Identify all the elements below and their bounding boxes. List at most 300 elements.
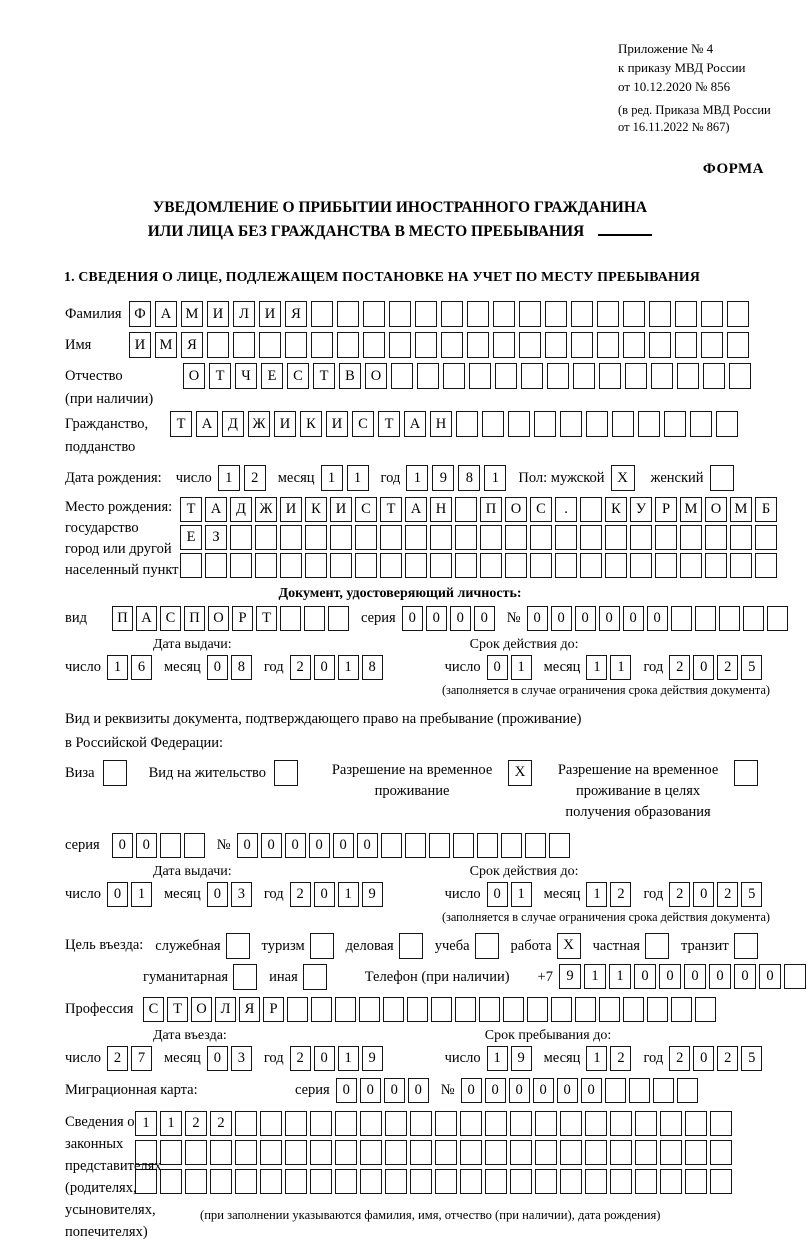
char-cell[interactable]	[381, 833, 402, 858]
char-cell[interactable]: 0	[509, 1078, 530, 1103]
char-cell[interactable]	[530, 553, 552, 578]
char-cell[interactable]	[580, 553, 602, 578]
char-cell[interactable]: Я	[285, 301, 307, 327]
char-cell[interactable]	[727, 301, 749, 327]
char-cell[interactable]	[535, 1140, 557, 1165]
char-cell[interactable]: 1	[406, 465, 428, 491]
char-cell[interactable]: А	[404, 411, 426, 437]
char-cell[interactable]	[580, 525, 602, 550]
char-cell[interactable]: А	[155, 301, 177, 327]
char-cell[interactable]	[360, 1140, 382, 1165]
purpose-official-checkbox[interactable]	[226, 933, 250, 959]
char-cell[interactable]	[259, 332, 281, 358]
char-cell[interactable]: 9	[362, 1046, 383, 1071]
char-cell[interactable]	[630, 525, 652, 550]
char-cell[interactable]: И	[326, 411, 348, 437]
char-cell[interactable]: 0	[759, 964, 781, 989]
char-cell[interactable]	[467, 301, 489, 327]
char-cell[interactable]: 1	[484, 465, 506, 491]
char-cell[interactable]: 1	[586, 882, 607, 907]
char-cell[interactable]: 2	[610, 882, 631, 907]
char-cell[interactable]: 0	[314, 1046, 335, 1071]
char-cell[interactable]: 0	[693, 1046, 714, 1071]
char-cell[interactable]	[456, 411, 478, 437]
char-cell[interactable]	[280, 525, 302, 550]
char-cell[interactable]	[260, 1111, 282, 1136]
char-cell[interactable]: 0	[634, 964, 656, 989]
char-cell[interactable]: 0	[474, 606, 495, 631]
doc-expiry-year-cells[interactable]	[669, 655, 762, 680]
char-cell[interactable]: Н	[430, 411, 452, 437]
char-cell[interactable]: 0	[487, 882, 508, 907]
char-cell[interactable]	[635, 1111, 657, 1136]
char-cell[interactable]	[417, 363, 439, 389]
char-cell[interactable]: .	[555, 497, 577, 522]
char-cell[interactable]: 0	[107, 882, 128, 907]
char-cell[interactable]	[389, 301, 411, 327]
char-cell[interactable]: О	[208, 606, 229, 631]
char-cell[interactable]	[599, 363, 621, 389]
char-cell[interactable]	[460, 1111, 482, 1136]
char-cell[interactable]	[685, 1169, 707, 1194]
char-cell[interactable]	[573, 363, 595, 389]
char-cell[interactable]	[180, 553, 202, 578]
char-cell[interactable]	[560, 1111, 582, 1136]
char-cell[interactable]: 0	[461, 1078, 482, 1103]
char-cell[interactable]	[705, 525, 727, 550]
char-cell[interactable]	[635, 1169, 657, 1194]
char-cell[interactable]	[235, 1140, 257, 1165]
char-cell[interactable]	[519, 301, 541, 327]
char-cell[interactable]: 0	[309, 833, 330, 858]
char-cell[interactable]: Я	[181, 332, 203, 358]
stay-month-cells[interactable]	[586, 1046, 631, 1071]
char-cell[interactable]: 2	[185, 1111, 207, 1136]
char-cell[interactable]	[380, 553, 402, 578]
char-cell[interactable]	[549, 833, 570, 858]
char-cell[interactable]	[335, 1169, 357, 1194]
char-cell[interactable]: 0	[314, 655, 335, 680]
char-cell[interactable]	[510, 1140, 532, 1165]
char-cell[interactable]	[230, 525, 252, 550]
char-cell[interactable]	[355, 525, 377, 550]
char-cell[interactable]: 1	[610, 655, 631, 680]
char-cell[interactable]	[719, 606, 740, 631]
char-cell[interactable]: 2	[107, 1046, 128, 1071]
char-cell[interactable]	[630, 553, 652, 578]
char-cell[interactable]: 0	[575, 606, 596, 631]
char-cell[interactable]	[560, 411, 582, 437]
char-cell[interactable]: 0	[485, 1078, 506, 1103]
char-cell[interactable]: 0	[487, 655, 508, 680]
char-cell[interactable]	[743, 606, 764, 631]
char-cell[interactable]: 0	[314, 882, 335, 907]
char-cell[interactable]	[455, 525, 477, 550]
char-cell[interactable]	[671, 997, 692, 1022]
char-cell[interactable]: 0	[261, 833, 282, 858]
char-cell[interactable]	[585, 1111, 607, 1136]
birth-place-cells-3[interactable]	[180, 553, 800, 578]
char-cell[interactable]	[575, 997, 596, 1022]
char-cell[interactable]: О	[191, 997, 212, 1022]
purpose-business-checkbox[interactable]	[399, 933, 423, 959]
char-cell[interactable]: 7	[131, 1046, 152, 1071]
char-cell[interactable]	[184, 833, 205, 858]
char-cell[interactable]	[311, 301, 333, 327]
char-cell[interactable]	[415, 301, 437, 327]
char-cell[interactable]: И	[330, 497, 352, 522]
gender-male-checkbox[interactable]: X	[611, 465, 635, 491]
char-cell[interactable]	[441, 332, 463, 358]
char-cell[interactable]	[493, 332, 515, 358]
birth-year-cells[interactable]	[406, 465, 506, 491]
char-cell[interactable]	[230, 553, 252, 578]
doc-issue-day-cells[interactable]	[107, 655, 152, 680]
char-cell[interactable]	[629, 1078, 650, 1103]
char-cell[interactable]	[383, 997, 404, 1022]
char-cell[interactable]	[664, 411, 686, 437]
char-cell[interactable]	[479, 997, 500, 1022]
char-cell[interactable]	[586, 411, 608, 437]
char-cell[interactable]: Р	[263, 997, 284, 1022]
char-cell[interactable]	[360, 1169, 382, 1194]
char-cell[interactable]	[260, 1169, 282, 1194]
birth-place-cells-1[interactable]	[180, 497, 800, 522]
char-cell[interactable]	[310, 1111, 332, 1136]
char-cell[interactable]	[310, 1169, 332, 1194]
char-cell[interactable]: А	[205, 497, 227, 522]
char-cell[interactable]	[185, 1169, 207, 1194]
char-cell[interactable]	[160, 1140, 182, 1165]
char-cell[interactable]	[335, 997, 356, 1022]
char-cell[interactable]: 0	[336, 1078, 357, 1103]
char-cell[interactable]	[205, 553, 227, 578]
char-cell[interactable]	[585, 1140, 607, 1165]
char-cell[interactable]	[651, 363, 673, 389]
char-cell[interactable]	[705, 553, 727, 578]
purpose-study-checkbox[interactable]	[475, 933, 499, 959]
char-cell[interactable]	[660, 1140, 682, 1165]
char-cell[interactable]: Т	[380, 497, 402, 522]
char-cell[interactable]: А	[196, 411, 218, 437]
char-cell[interactable]	[605, 553, 627, 578]
char-cell[interactable]	[328, 606, 349, 631]
entry-year-cells[interactable]	[290, 1046, 383, 1071]
char-cell[interactable]	[405, 553, 427, 578]
representatives-cells-1[interactable]	[135, 1111, 800, 1136]
char-cell[interactable]: 2	[669, 1046, 690, 1071]
char-cell[interactable]: 0	[402, 606, 423, 631]
char-cell[interactable]	[210, 1169, 232, 1194]
char-cell[interactable]	[685, 1140, 707, 1165]
char-cell[interactable]	[335, 1111, 357, 1136]
char-cell[interactable]	[510, 1169, 532, 1194]
char-cell[interactable]: 0	[557, 1078, 578, 1103]
char-cell[interactable]	[441, 301, 463, 327]
char-cell[interactable]: А	[405, 497, 427, 522]
char-cell[interactable]	[430, 553, 452, 578]
char-cell[interactable]: 0	[285, 833, 306, 858]
char-cell[interactable]: Т	[256, 606, 277, 631]
char-cell[interactable]	[455, 497, 477, 522]
char-cell[interactable]	[677, 363, 699, 389]
char-cell[interactable]	[755, 525, 777, 550]
char-cell[interactable]	[287, 997, 308, 1022]
char-cell[interactable]	[527, 997, 548, 1022]
char-cell[interactable]: 2	[244, 465, 266, 491]
char-cell[interactable]: 2	[669, 882, 690, 907]
char-cell[interactable]	[280, 553, 302, 578]
char-cell[interactable]: Т	[209, 363, 231, 389]
char-cell[interactable]	[480, 525, 502, 550]
char-cell[interactable]	[280, 606, 301, 631]
char-cell[interactable]	[410, 1111, 432, 1136]
char-cell[interactable]	[304, 606, 325, 631]
char-cell[interactable]	[493, 301, 515, 327]
char-cell[interactable]: 2	[210, 1111, 232, 1136]
char-cell[interactable]	[653, 1078, 674, 1103]
char-cell[interactable]	[560, 1140, 582, 1165]
gender-female-checkbox[interactable]	[710, 465, 734, 491]
rvp-series-cells[interactable]	[112, 833, 205, 858]
char-cell[interactable]	[612, 411, 634, 437]
char-cell[interactable]	[535, 1111, 557, 1136]
rvp-expiry-day-cells[interactable]	[487, 882, 532, 907]
char-cell[interactable]: И	[274, 411, 296, 437]
char-cell[interactable]	[455, 553, 477, 578]
char-cell[interactable]	[701, 301, 723, 327]
char-cell[interactable]: 1	[487, 1046, 508, 1071]
char-cell[interactable]: М	[730, 497, 752, 522]
birth-month-cells[interactable]	[321, 465, 369, 491]
char-cell[interactable]	[233, 332, 255, 358]
char-cell[interactable]	[710, 1140, 732, 1165]
char-cell[interactable]	[285, 1140, 307, 1165]
char-cell[interactable]	[551, 997, 572, 1022]
char-cell[interactable]	[285, 332, 307, 358]
char-cell[interactable]	[335, 1140, 357, 1165]
char-cell[interactable]: 2	[290, 882, 311, 907]
char-cell[interactable]	[460, 1169, 482, 1194]
char-cell[interactable]	[477, 833, 498, 858]
char-cell[interactable]	[623, 332, 645, 358]
representatives-cells-3[interactable]	[135, 1169, 800, 1194]
char-cell[interactable]: П	[480, 497, 502, 522]
char-cell[interactable]	[660, 1111, 682, 1136]
char-cell[interactable]: Т	[167, 997, 188, 1022]
rvp-issue-day-cells[interactable]	[107, 882, 152, 907]
rvp-issue-month-cells[interactable]	[207, 882, 252, 907]
char-cell[interactable]	[255, 553, 277, 578]
char-cell[interactable]: 2	[717, 1046, 738, 1071]
migration-card-series-cells[interactable]	[336, 1078, 429, 1103]
patronymic-cells[interactable]	[183, 363, 751, 389]
char-cell[interactable]	[363, 332, 385, 358]
char-cell[interactable]: 8	[458, 465, 480, 491]
char-cell[interactable]	[680, 553, 702, 578]
char-cell[interactable]: 0	[136, 833, 157, 858]
char-cell[interactable]: 1	[338, 1046, 359, 1071]
purpose-work-checkbox[interactable]: X	[557, 933, 581, 959]
char-cell[interactable]	[690, 411, 712, 437]
char-cell[interactable]: 0	[112, 833, 133, 858]
char-cell[interactable]	[605, 525, 627, 550]
char-cell[interactable]: У	[630, 497, 652, 522]
char-cell[interactable]	[311, 997, 332, 1022]
char-cell[interactable]	[703, 363, 725, 389]
char-cell[interactable]: 1	[135, 1111, 157, 1136]
char-cell[interactable]: 0	[333, 833, 354, 858]
char-cell[interactable]: О	[705, 497, 727, 522]
char-cell[interactable]	[685, 1111, 707, 1136]
char-cell[interactable]: Ф	[129, 301, 151, 327]
char-cell[interactable]: 0	[533, 1078, 554, 1103]
char-cell[interactable]	[695, 606, 716, 631]
profession-cells[interactable]	[143, 997, 716, 1022]
char-cell[interactable]	[435, 1111, 457, 1136]
char-cell[interactable]: Т	[378, 411, 400, 437]
char-cell[interactable]: О	[505, 497, 527, 522]
char-cell[interactable]: 0	[360, 1078, 381, 1103]
residence-permit-checkbox[interactable]	[274, 760, 298, 786]
char-cell[interactable]: К	[305, 497, 327, 522]
char-cell[interactable]: 1	[511, 882, 532, 907]
char-cell[interactable]	[415, 332, 437, 358]
char-cell[interactable]: 0	[599, 606, 620, 631]
birth-day-cells[interactable]	[218, 465, 266, 491]
birth-place-cells-2[interactable]	[180, 525, 800, 550]
char-cell[interactable]: 0	[450, 606, 471, 631]
char-cell[interactable]: П	[112, 606, 133, 631]
char-cell[interactable]: С	[143, 997, 164, 1022]
entry-day-cells[interactable]	[107, 1046, 152, 1071]
char-cell[interactable]	[235, 1169, 257, 1194]
char-cell[interactable]	[625, 363, 647, 389]
char-cell[interactable]	[305, 553, 327, 578]
char-cell[interactable]	[385, 1169, 407, 1194]
char-cell[interactable]: 1	[586, 655, 607, 680]
char-cell[interactable]: 2	[290, 1046, 311, 1071]
char-cell[interactable]	[610, 1140, 632, 1165]
char-cell[interactable]: О	[365, 363, 387, 389]
char-cell[interactable]	[380, 525, 402, 550]
char-cell[interactable]	[210, 1140, 232, 1165]
char-cell[interactable]	[355, 553, 377, 578]
purpose-other-checkbox[interactable]	[303, 964, 327, 990]
char-cell[interactable]: Л	[215, 997, 236, 1022]
char-cell[interactable]	[655, 525, 677, 550]
char-cell[interactable]: Д	[230, 497, 252, 522]
char-cell[interactable]	[547, 363, 569, 389]
char-cell[interactable]: 0	[709, 964, 731, 989]
char-cell[interactable]	[305, 525, 327, 550]
char-cell[interactable]: Р	[655, 497, 677, 522]
char-cell[interactable]: И	[259, 301, 281, 327]
char-cell[interactable]: Е	[261, 363, 283, 389]
char-cell[interactable]: М	[680, 497, 702, 522]
char-cell[interactable]	[534, 411, 556, 437]
doc-issue-month-cells[interactable]	[207, 655, 252, 680]
rvp-issue-year-cells[interactable]	[290, 882, 383, 907]
char-cell[interactable]	[755, 553, 777, 578]
char-cell[interactable]: И	[207, 301, 229, 327]
char-cell[interactable]: 2	[717, 655, 738, 680]
char-cell[interactable]	[710, 1111, 732, 1136]
doc-expiry-month-cells[interactable]	[586, 655, 631, 680]
char-cell[interactable]	[580, 497, 602, 522]
char-cell[interactable]	[285, 1169, 307, 1194]
char-cell[interactable]	[455, 997, 476, 1022]
entry-month-cells[interactable]	[207, 1046, 252, 1071]
visa-checkbox[interactable]	[103, 760, 127, 786]
char-cell[interactable]	[610, 1111, 632, 1136]
doc-series-cells[interactable]	[402, 606, 495, 631]
phone-cells[interactable]	[559, 964, 806, 989]
rvp-expiry-month-cells[interactable]	[586, 882, 631, 907]
char-cell[interactable]	[330, 525, 352, 550]
purpose-tourism-checkbox[interactable]	[310, 933, 334, 959]
char-cell[interactable]: 0	[527, 606, 548, 631]
char-cell[interactable]: 0	[551, 606, 572, 631]
char-cell[interactable]	[363, 301, 385, 327]
char-cell[interactable]	[467, 332, 489, 358]
char-cell[interactable]	[555, 525, 577, 550]
char-cell[interactable]	[638, 411, 660, 437]
char-cell[interactable]: 1	[338, 655, 359, 680]
char-cell[interactable]: 0	[623, 606, 644, 631]
char-cell[interactable]: И	[129, 332, 151, 358]
char-cell[interactable]: 0	[426, 606, 447, 631]
char-cell[interactable]	[508, 411, 530, 437]
char-cell[interactable]	[435, 1169, 457, 1194]
rvp-number-cells[interactable]	[237, 833, 570, 858]
char-cell[interactable]	[391, 363, 413, 389]
doc-number-cells[interactable]	[527, 606, 788, 631]
stay-day-cells[interactable]	[487, 1046, 532, 1071]
given-name-cells[interactable]	[129, 332, 749, 358]
char-cell[interactable]: 5	[741, 655, 762, 680]
char-cell[interactable]	[530, 525, 552, 550]
char-cell[interactable]	[185, 1140, 207, 1165]
char-cell[interactable]	[485, 1169, 507, 1194]
char-cell[interactable]	[337, 301, 359, 327]
char-cell[interactable]: 9	[511, 1046, 532, 1071]
char-cell[interactable]: А	[136, 606, 157, 631]
char-cell[interactable]: 0	[684, 964, 706, 989]
char-cell[interactable]	[160, 1169, 182, 1194]
char-cell[interactable]	[389, 332, 411, 358]
char-cell[interactable]	[410, 1140, 432, 1165]
char-cell[interactable]: 1	[586, 1046, 607, 1071]
char-cell[interactable]	[571, 301, 593, 327]
char-cell[interactable]: 0	[647, 606, 668, 631]
char-cell[interactable]: 1	[347, 465, 369, 491]
char-cell[interactable]	[207, 332, 229, 358]
char-cell[interactable]	[285, 1111, 307, 1136]
char-cell[interactable]	[235, 1111, 257, 1136]
char-cell[interactable]: С	[355, 497, 377, 522]
char-cell[interactable]	[675, 301, 697, 327]
char-cell[interactable]: М	[155, 332, 177, 358]
char-cell[interactable]	[431, 997, 452, 1022]
edu-permit-checkbox[interactable]	[734, 760, 758, 786]
char-cell[interactable]: Ж	[248, 411, 270, 437]
char-cell[interactable]	[160, 833, 181, 858]
char-cell[interactable]	[407, 997, 428, 1022]
char-cell[interactable]	[430, 525, 452, 550]
char-cell[interactable]	[710, 1169, 732, 1194]
char-cell[interactable]: 1	[160, 1111, 182, 1136]
